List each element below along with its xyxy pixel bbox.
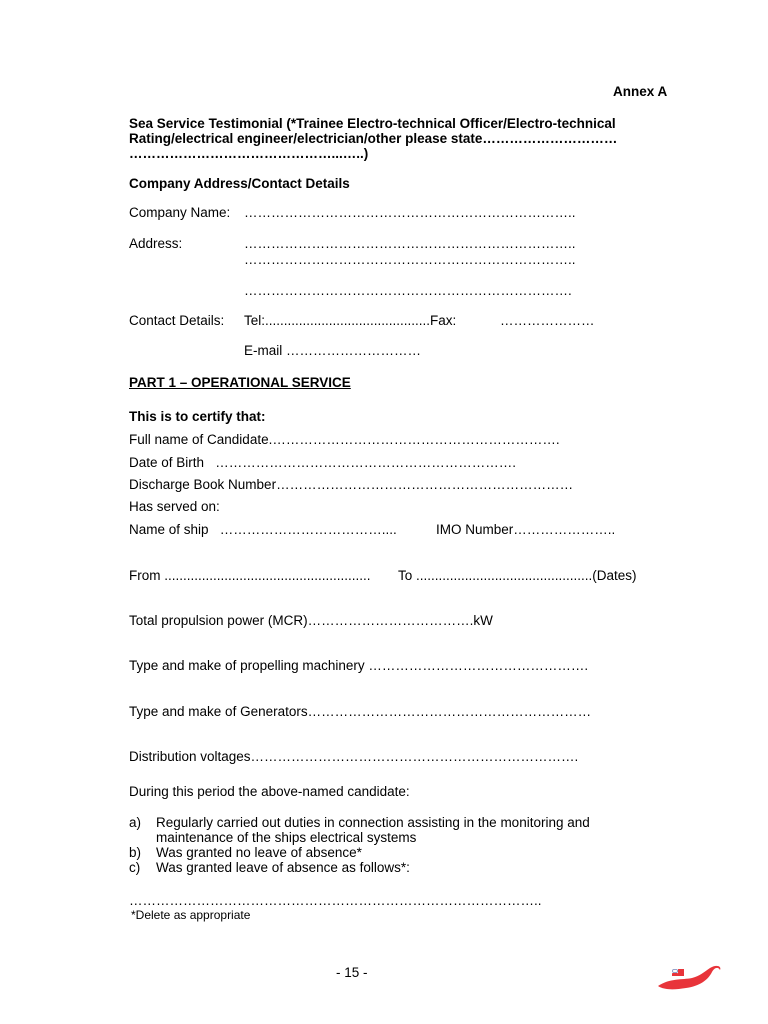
address-field-2[interactable]: ……………………………………………………………….. [244, 252, 576, 267]
has-served-label: Has served on: [129, 499, 220, 514]
distribution-voltages-field[interactable]: Distribution voltages………………………………………………………………. [129, 749, 579, 764]
address-field-3[interactable]: ………………………………………………………………. [244, 283, 572, 298]
propulsion-power-field[interactable]: Total propulsion power (MCR)……………………………….kW [129, 613, 493, 628]
ship-name-field[interactable]: Name of ship ……………………………….... [129, 522, 397, 537]
generators-field[interactable]: Type and make of Generators……………………………………………………… [129, 704, 592, 719]
list-marker-c: c) [129, 860, 141, 875]
email-field[interactable]: E-mail ………………………… [244, 343, 422, 358]
list-item-a-line2: maintenance of the ships electrical systems [156, 830, 417, 845]
address-field-1[interactable]: ……………………………………………………………….. [244, 236, 576, 251]
title-line-3: ………………………………………...…..) [129, 146, 369, 161]
title-line-1: Sea Service Testimonial (*Trainee Electro-technical Officer/Electro-technical [129, 116, 616, 131]
list-item-a-line1: Regularly carried out duties in connection assisting in the monitoring and [156, 815, 590, 830]
fax-field[interactable]: ………………… [500, 313, 595, 328]
date-of-birth-field[interactable]: Date of Birth …………………………………………………………. [129, 455, 517, 470]
list-marker-a: a) [129, 815, 142, 830]
address-label: Address: [129, 236, 183, 251]
to-date-field[interactable]: To ...............................................(Dates) [398, 568, 637, 583]
discharge-book-field[interactable]: Discharge Book Number………………………………………………………… [129, 477, 574, 492]
title-line-2: Rating/electrical engineer/electrician/other please state………………………… [129, 131, 618, 146]
annex-label: Annex A [613, 84, 668, 99]
leave-details-field[interactable]: ……………………………………………………………………………….. [129, 893, 542, 908]
imo-number-field[interactable]: IMO Number………………….. [436, 522, 616, 537]
list-item-c: Was granted leave of absence as follows*: [156, 860, 410, 875]
list-item-b: Was granted no leave of absence* [156, 845, 362, 860]
during-period-text: During this period the above-named candidate: [129, 784, 410, 799]
footnote: *Delete as appropriate [131, 908, 251, 922]
full-name-field[interactable]: Full name of Candidate.………………………………………………………. [129, 432, 560, 447]
tel-field[interactable]: Tel:............................................Fax: [244, 313, 457, 328]
from-date-field[interactable]: From ....................................................... [129, 568, 371, 583]
part1-heading: PART 1 – OPERATIONAL SERVICE [129, 375, 351, 390]
company-name-field[interactable]: ……………………………………………………………….. [244, 205, 576, 220]
red-ensign-wave-logo [656, 960, 724, 992]
contact-details-label: Contact Details: [129, 313, 225, 328]
propelling-machinery-field[interactable]: Type and make of propelling machinery …………………………………………. [129, 658, 589, 673]
company-name-label: Company Name: [129, 205, 231, 220]
list-marker-b: b) [129, 845, 142, 860]
certify-heading: This is to certify that: [129, 409, 266, 424]
page-number: - 15 - [336, 965, 368, 980]
company-heading: Company Address/Contact Details [129, 176, 350, 191]
